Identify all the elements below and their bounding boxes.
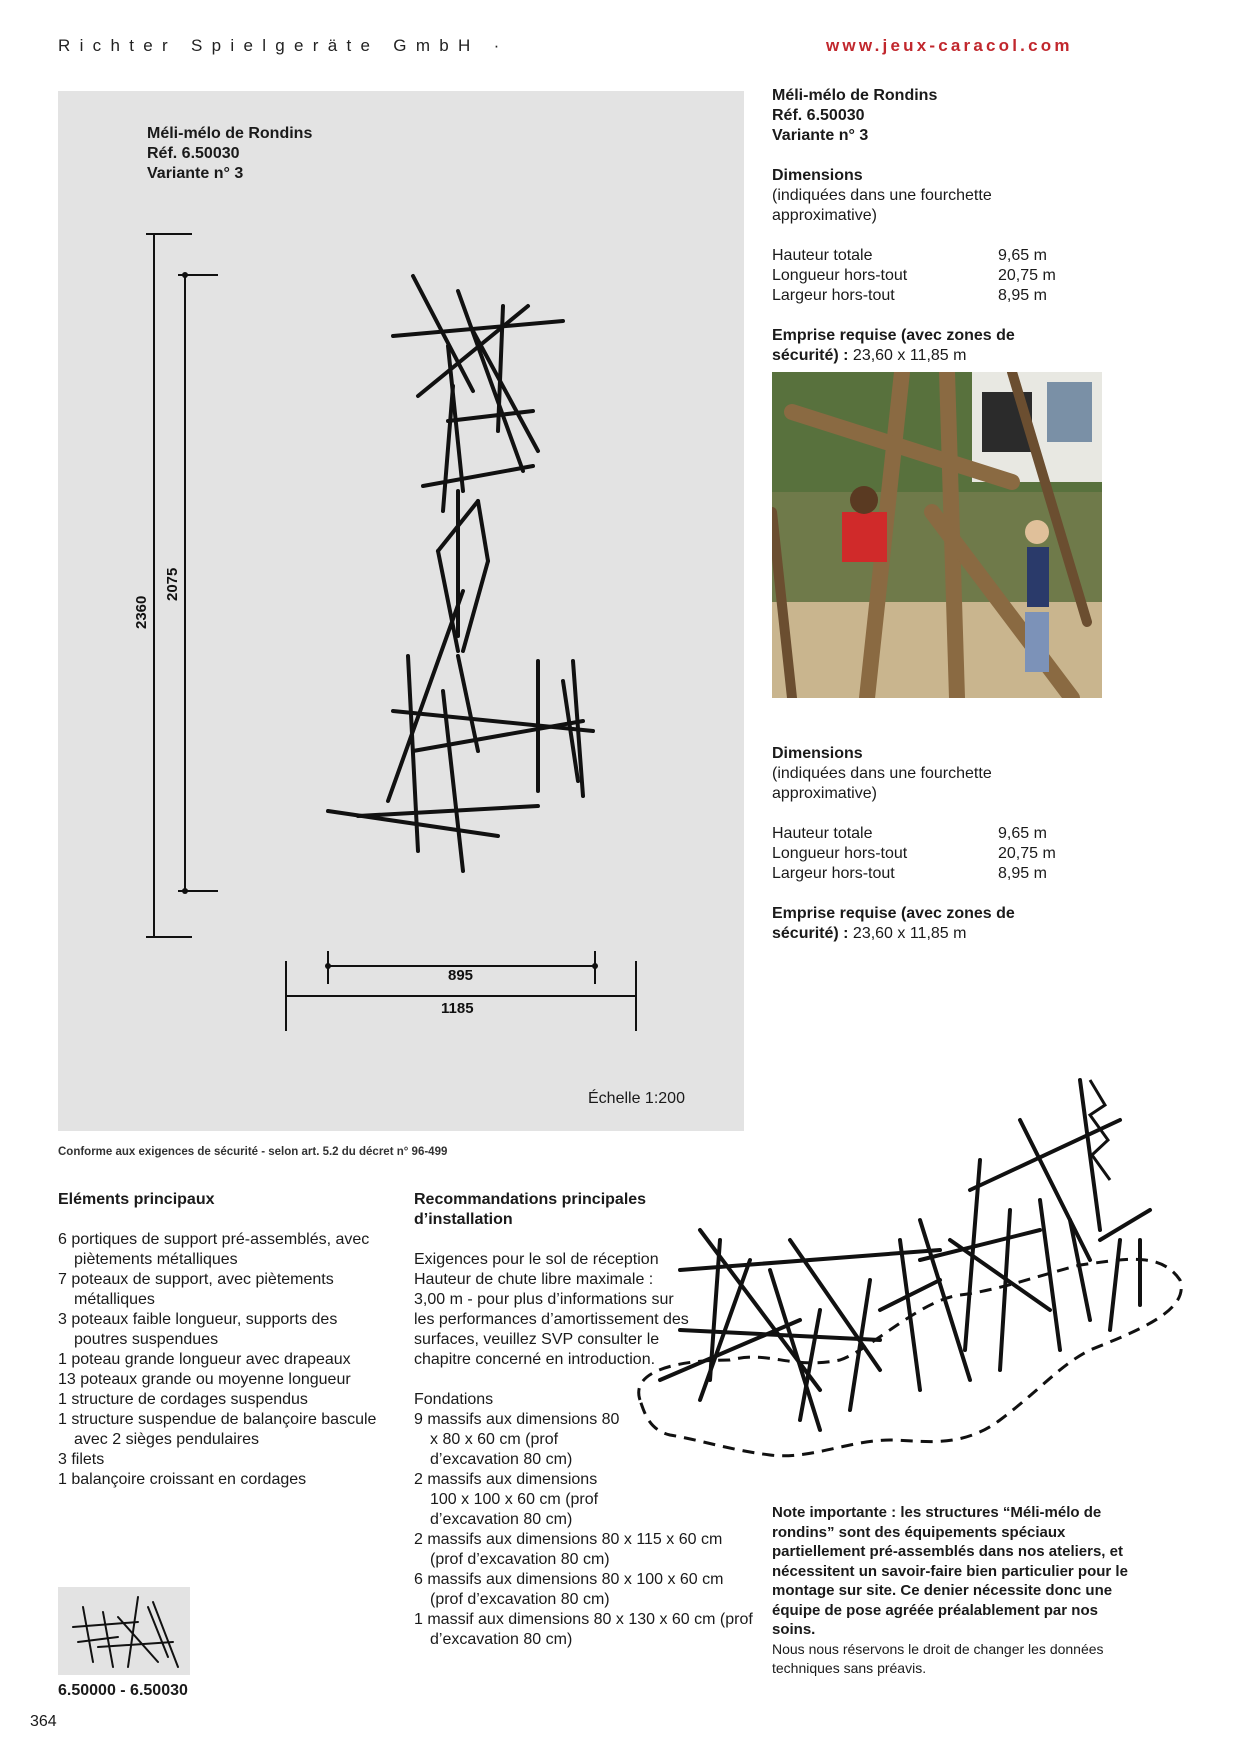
playground-photo xyxy=(772,372,1102,698)
website-link[interactable]: www.jeux-caracol.com xyxy=(826,36,1073,55)
note-disclaimer: Nous nous réservons le droit de changer les données techniques sans préavis. xyxy=(772,1640,1104,1676)
elements-section xyxy=(58,1190,378,1490)
thumbnail-drawing xyxy=(58,1587,190,1675)
dim-2360-label: 2360 xyxy=(133,595,150,629)
dim-895-label: 895 xyxy=(448,967,474,984)
product-variant: Variante n° 3 xyxy=(772,127,869,144)
emprise-line: sécurité) : 23,60 x 11,85 m xyxy=(772,347,967,364)
dimensions-title: Dimensions xyxy=(772,167,863,184)
dim-row-width: Largeur hors-tout 8,95 m xyxy=(772,287,1047,304)
dim-1185-label: 1185 xyxy=(441,1000,474,1017)
list-item: 3 poteaux faible longueur, supports des poutres suspendues xyxy=(58,1311,338,1348)
fondations-list-2 xyxy=(414,1530,754,1650)
dimensions-subtitle-2a: (indiquées dans une fourchette xyxy=(772,765,992,782)
list-item: 1 structure de cordages suspendus xyxy=(58,1391,308,1408)
emprise-line-2: sécurité) : 23,60 x 11,85 m xyxy=(772,925,967,942)
product-ref: Réf. 6.50030 xyxy=(772,107,865,124)
list-item: 7 poteaux de support, avec piètements métalliques xyxy=(58,1271,334,1308)
fondations-title: Fondations xyxy=(414,1391,494,1408)
list-item: 1 poteau grande longueur avec drapeaux xyxy=(58,1351,351,1368)
elements-title: Eléments principaux xyxy=(58,1191,215,1208)
sol-line: les performances d’amortissement des xyxy=(414,1311,689,1328)
plan-title-ref: Réf. 6.50030 xyxy=(147,145,240,162)
reference-range: 6.50000 - 6.50030 xyxy=(58,1682,188,1699)
list-item: 1 structure suspendue de balançoire bascule avec 2 sièges pendulaires xyxy=(58,1411,377,1448)
dimensions-subtitle-2: approximative) xyxy=(772,207,877,224)
dim-row-length: Longueur hors-tout 20,75 m xyxy=(772,267,1056,284)
list-item: 1 balançoire croissant en cordages xyxy=(58,1471,307,1488)
conformity-note: Conforme aux exigences de sécurité - selon art. 5.2 du décret n° 96-499 xyxy=(58,1146,448,1158)
list-item: 3 filets xyxy=(58,1451,105,1468)
list-item: 2 massifs aux dimensions 80 x 115 x 60 cm (prof d’excavation 80 cm) xyxy=(414,1531,723,1568)
dim2-row-height: Hauteur totale 9,65 m xyxy=(772,825,1047,842)
dim-row-height: Hauteur totale 9,65 m xyxy=(772,247,1047,264)
plan-title-variant: Variante n° 3 xyxy=(147,165,244,182)
dimensions-subtitle-1: (indiquées dans une fourchette xyxy=(772,187,992,204)
dimensions-title-2: Dimensions xyxy=(772,745,863,762)
dim-2075-label: 2075 xyxy=(164,567,181,601)
emprise-label-2: Emprise requise (avec zones de xyxy=(772,905,1015,922)
sol-line: Exigences pour le sol de réception xyxy=(414,1251,659,1268)
sol-line: chapitre concerné en introduction. xyxy=(414,1351,656,1368)
product-name: Méli-mélo de Rondins xyxy=(772,87,938,104)
note-bold: Note importante : les structures “Méli-mélo de rondins” sont des équipements spéciaux partiellement pré-assemblés dans nos ateliers, et nécessitent un savoir-faire bien particulier pour le montage sur site. Ce denier nécessite donc une équipe de pose agréée préalablement par nos soins. xyxy=(772,1504,1128,1638)
dimensions-block-1 xyxy=(772,166,1102,366)
list-item: 9 massifs aux dimensions 80 x 80 x 60 cm (prof d’excavation 80 cm) xyxy=(414,1411,620,1468)
sol-line: Hauteur de chute libre maximale : xyxy=(414,1271,654,1288)
sol-line: surfaces, veuillez SVP consulter le xyxy=(414,1331,660,1348)
page-number: 364 xyxy=(30,1713,57,1730)
fondations-list xyxy=(414,1410,624,1530)
install-title-2: d’installation xyxy=(414,1211,513,1228)
list-item: 13 poteaux grande ou moyenne longueur xyxy=(58,1371,351,1388)
dimensions-block-2 xyxy=(772,744,1102,944)
important-note xyxy=(772,1503,1132,1679)
top-view-drawing xyxy=(58,91,744,1131)
perspective-drawing xyxy=(620,1060,1200,1500)
scale-label: Échelle 1:200 xyxy=(588,1090,685,1107)
list-item: 1 massif aux dimensions 80 x 130 x 60 cm (prof d’excavation 80 cm) xyxy=(414,1611,753,1648)
thumbnail xyxy=(58,1587,190,1675)
product-header xyxy=(772,86,1102,146)
install-title-1: Recommandations principales xyxy=(414,1191,647,1208)
company-name: Richter Spielgeräte GmbH · xyxy=(58,36,509,55)
emprise-label-1: Emprise requise (avec zones de xyxy=(772,327,1015,344)
plan-title-name: Méli-mélo de Rondins xyxy=(147,125,313,142)
dim2-row-width: Largeur hors-tout 8,95 m xyxy=(772,865,1047,882)
elements-list xyxy=(58,1230,378,1490)
sol-line: 3,00 m - pour plus d’informations sur xyxy=(414,1291,674,1308)
list-item: 6 portiques de support pré-assemblés, avec piètements métalliques xyxy=(58,1231,370,1268)
list-item: 6 massifs aux dimensions 80 x 100 x 60 cm (prof d’excavation 80 cm) xyxy=(414,1571,724,1608)
dimensions-subtitle-2b: approximative) xyxy=(772,785,877,802)
list-item: 2 massifs aux dimensions 100 x 100 x 60 cm (prof d’excavation 80 cm) xyxy=(414,1471,599,1528)
dim2-row-length: Longueur hors-tout 20,75 m xyxy=(772,845,1056,862)
